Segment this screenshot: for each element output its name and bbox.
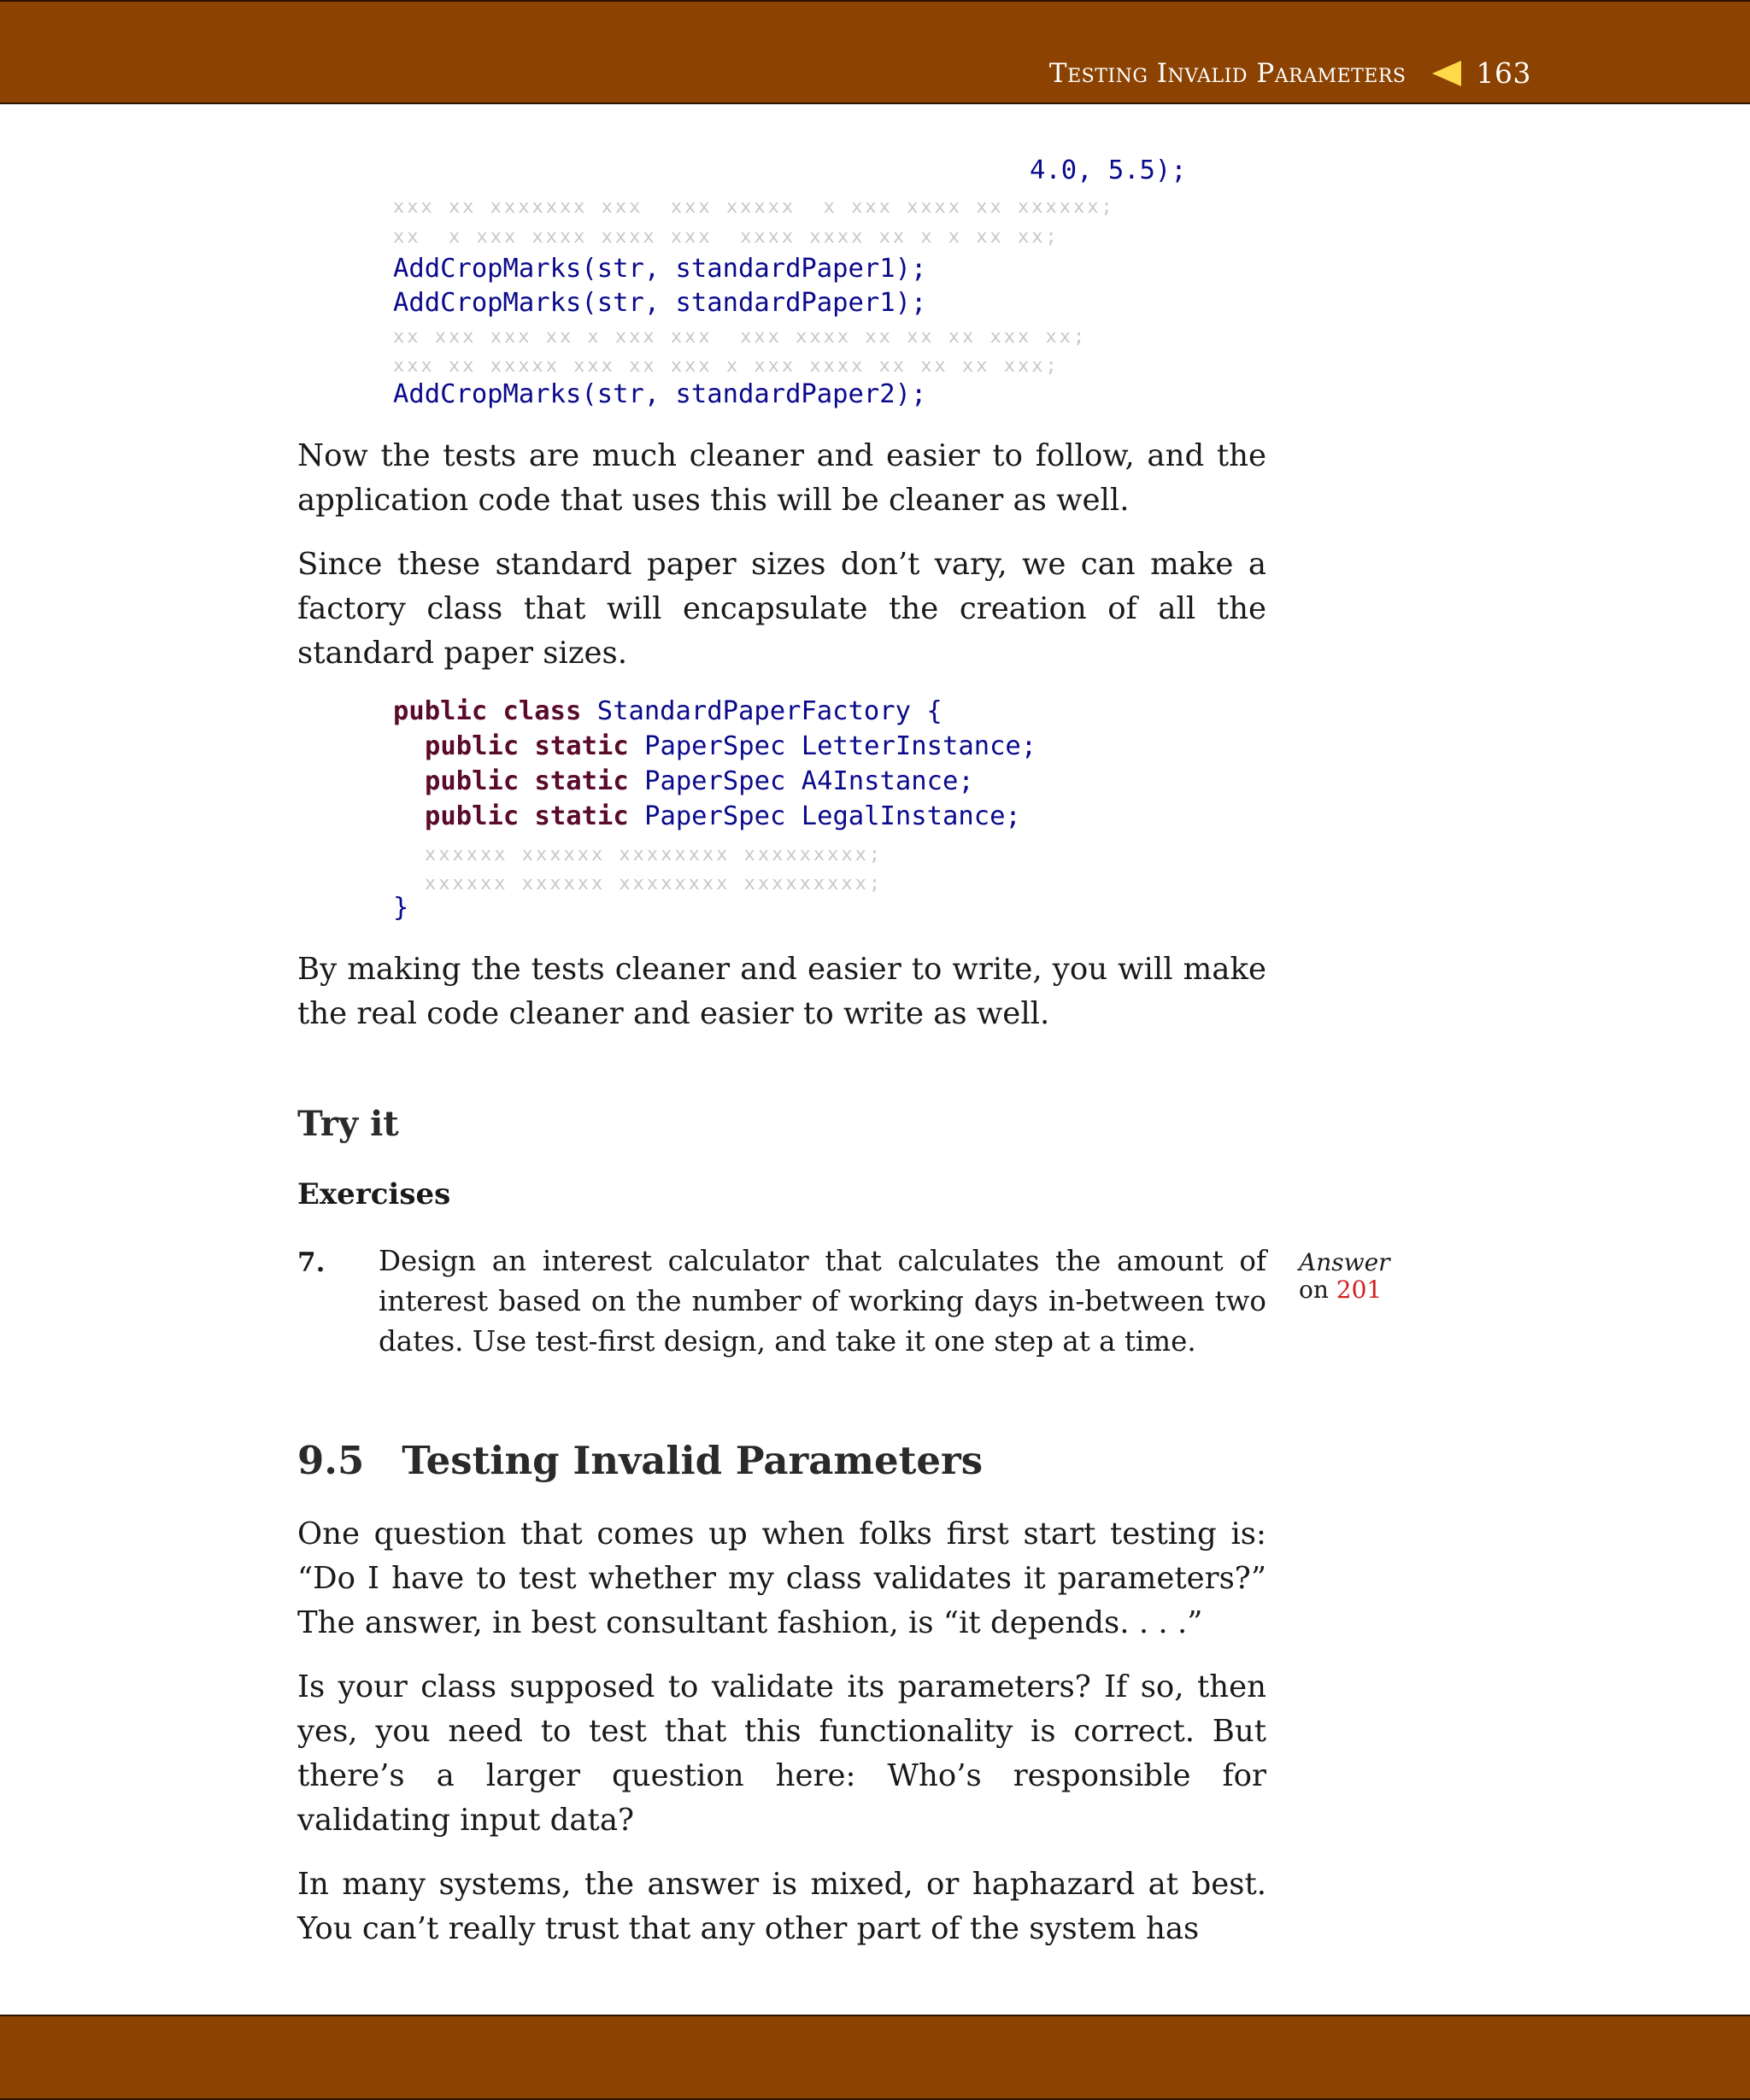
running-title: Testing Invalid Parameters bbox=[1048, 57, 1406, 89]
code-line: AddCropMarks(str, standardPaper1); bbox=[393, 254, 927, 284]
code-line: } bbox=[393, 893, 409, 923]
code-line-blurred: xxxxxx xxxxxx xxxxxxxx xxxxxxxxx; bbox=[425, 844, 884, 865]
answer-margin-note bbox=[1299, 1249, 1390, 1304]
code-line: public static PaperSpec A4Instance; bbox=[425, 766, 974, 796]
section-number: 9.5 bbox=[297, 1438, 365, 1483]
code-line-blurred: xx x xxx xxxx xxxx xxx xxxx xxxx xx x x xx xx; bbox=[393, 226, 1060, 248]
code-line: public class StandardPaperFactory { bbox=[393, 696, 943, 726]
header-band bbox=[0, 0, 1750, 104]
answer-label: Answer bbox=[1299, 1248, 1390, 1276]
try-it-heading: Try it bbox=[297, 1104, 399, 1144]
code-line-blurred: xxxxxx xxxxxx xxxxxxxx xxxxxxxxx; bbox=[425, 873, 884, 895]
code-line-blurred: xxx xx xxxxx xxx xx xxx x xxx xxxx xx xx xx xxx; bbox=[393, 355, 1060, 377]
paragraph: Is your class supposed to validate its parameters? If so, then yes, you need to test that this functionality is correct. But there’s a larger question here: Who’s responsible for validating input data? bbox=[297, 1669, 1266, 1838]
section-heading bbox=[297, 1438, 983, 1483]
code-line-blurred: xx xxx xxx xx x xxx xxx xxx xxxx xx xx xx xxx xx; bbox=[393, 326, 1088, 348]
code-line-blurred: xxx xx xxxxxxx xxx xxx xxxxx x xxx xxxx xx xxxxxx; bbox=[393, 197, 1115, 218]
code-line: AddCropMarks(str, standardPaper1); bbox=[393, 288, 927, 318]
paragraph: Now the tests are much cleaner and easier to follow, and the application code that uses this will be cleaner as well. bbox=[297, 438, 1266, 518]
answer-page-link[interactable]: 201 bbox=[1336, 1276, 1383, 1304]
code-line: 4.0, 5.5); bbox=[1030, 155, 1187, 185]
paragraph: By making the tests cleaner and easier to write, you will make the real code cleaner and easier to write as well. bbox=[297, 952, 1266, 1031]
running-head bbox=[1049, 56, 1531, 90]
paragraph: Since these standard paper sizes don’t vary, we can make a factory class that will encapsulate the creation of all the standard paper sizes. bbox=[297, 547, 1266, 671]
code-line: public static PaperSpec LetterInstance; bbox=[425, 731, 1037, 761]
exercise-number: 7. bbox=[297, 1247, 326, 1278]
page-number: 163 bbox=[1476, 56, 1531, 90]
code-line: AddCropMarks(str, standardPaper2); bbox=[393, 379, 927, 409]
paragraph: One question that comes up when folks first start testing is: “Do I have to test whether my class validates it parameters?” The answer, in best consultant fashion, is “it depends. . . .” bbox=[297, 1516, 1266, 1640]
paragraph: In many systems, the answer is mixed, or haphazard at best. You can’t really trust that any other part of the system has bbox=[297, 1867, 1266, 1946]
footer-band bbox=[0, 2015, 1750, 2100]
answer-on-label: on bbox=[1299, 1276, 1329, 1304]
exercises-subheading: Exercises bbox=[297, 1177, 451, 1211]
section-title: Testing Invalid Parameters bbox=[402, 1438, 984, 1483]
code-line: public static PaperSpec LegalInstance; bbox=[425, 801, 1021, 831]
exercise-text: Design an interest calculator that calculates the amount of interest based on the number of working days in-between two dates. Use test-first design, and take it one step at a time. bbox=[379, 1245, 1266, 1358]
left-arrow-icon bbox=[1432, 61, 1461, 86]
